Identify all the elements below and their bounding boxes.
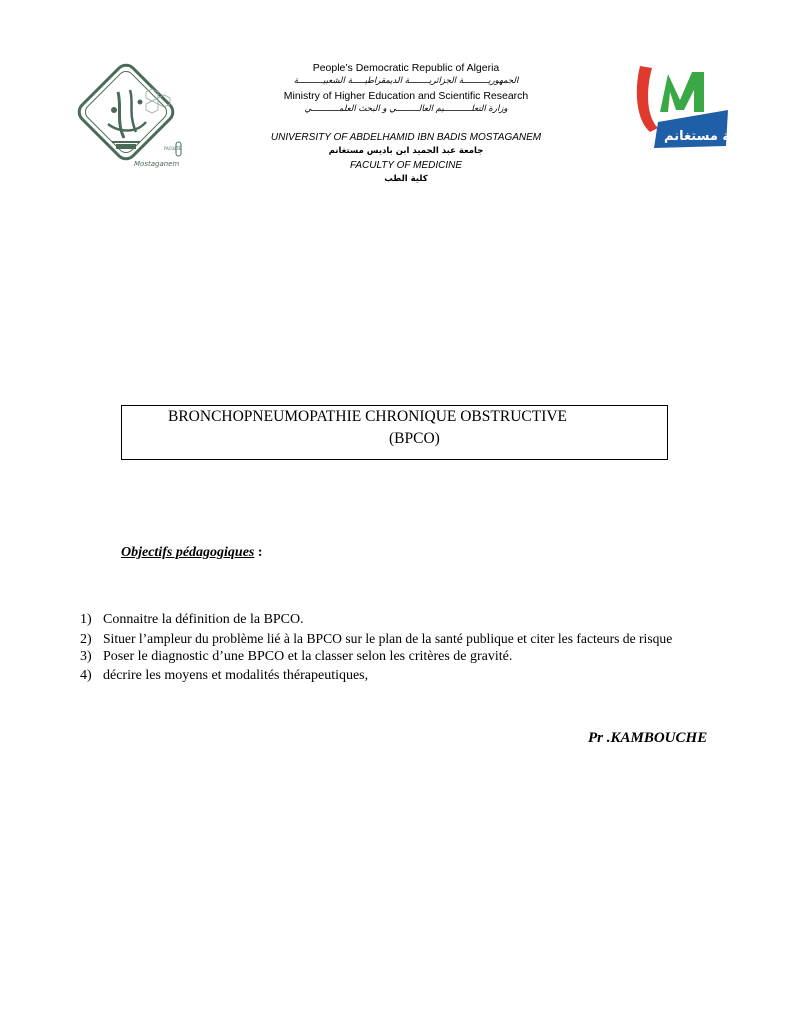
list-item [80, 667, 672, 686]
document-title-abbrev: (BPCO) [389, 430, 440, 447]
document-title: BRONCHOPNEUMOPATHIE CHRONIQUE OBSTRUCTIVE [168, 408, 568, 425]
objectives-heading-colon: : [254, 545, 263, 560]
header-country-ar: الجمهوريــــــــــة الجزائريــــــــة الديمقراطيـــــة الشعبيــــــــــة [293, 76, 519, 86]
list-item-text: Situer l’ampleur du problème lié à la BPCO sur le plan de la santé publique et citer les facteurs de risque [103, 630, 673, 646]
header-ministry: Ministry of Higher Education and Scientific Research [283, 90, 529, 102]
list-item-number: 2) [80, 631, 92, 647]
author-name: Pr .KAMBOUCHE [588, 730, 708, 746]
objectives-heading-label: Objectifs pédagogiques [121, 545, 255, 560]
list-item-text: Poser le diagnostic d’une BPCO et la classer selon les critères de gravité. [103, 649, 513, 664]
list-item-text: décrire les moyens et modalités thérapeutiques, [103, 667, 369, 683]
list-item [80, 648, 672, 667]
list-item [80, 611, 672, 630]
header-faculty: FACULTY OF MEDICINE [349, 160, 463, 171]
university-logo-arabic: جامعة مستغانم [664, 129, 760, 144]
list-item-text: Connaitre la définition de la BPCO. [103, 612, 304, 627]
list-item-number: 1) [80, 612, 92, 627]
svg-text:FACULTÉ: FACULTÉ [164, 146, 181, 151]
list-item-number: 4) [80, 667, 92, 683]
objectives-list [80, 611, 672, 685]
objectives-heading [121, 545, 263, 561]
header-ministry-ar: وزارة التعلـــــــــــيم العالـــــــــي و البحث العلمـــــــــــي [304, 104, 508, 114]
header-country: People’s Democratic Republic of Algeria [312, 62, 500, 74]
header-university-ar: جامعة عبد الحميد ابن باديس مستغانم [328, 146, 484, 156]
list-item-number: 3) [80, 649, 92, 664]
title-box [121, 405, 668, 460]
list-item [80, 630, 672, 649]
faculty-logo-caption: Mostaganem [134, 160, 180, 168]
header-faculty-ar: كلية الطب [384, 174, 428, 184]
header-university: UNIVERSITY OF ABDELHAMID IBN BADIS MOSTAGANEM [270, 132, 542, 143]
